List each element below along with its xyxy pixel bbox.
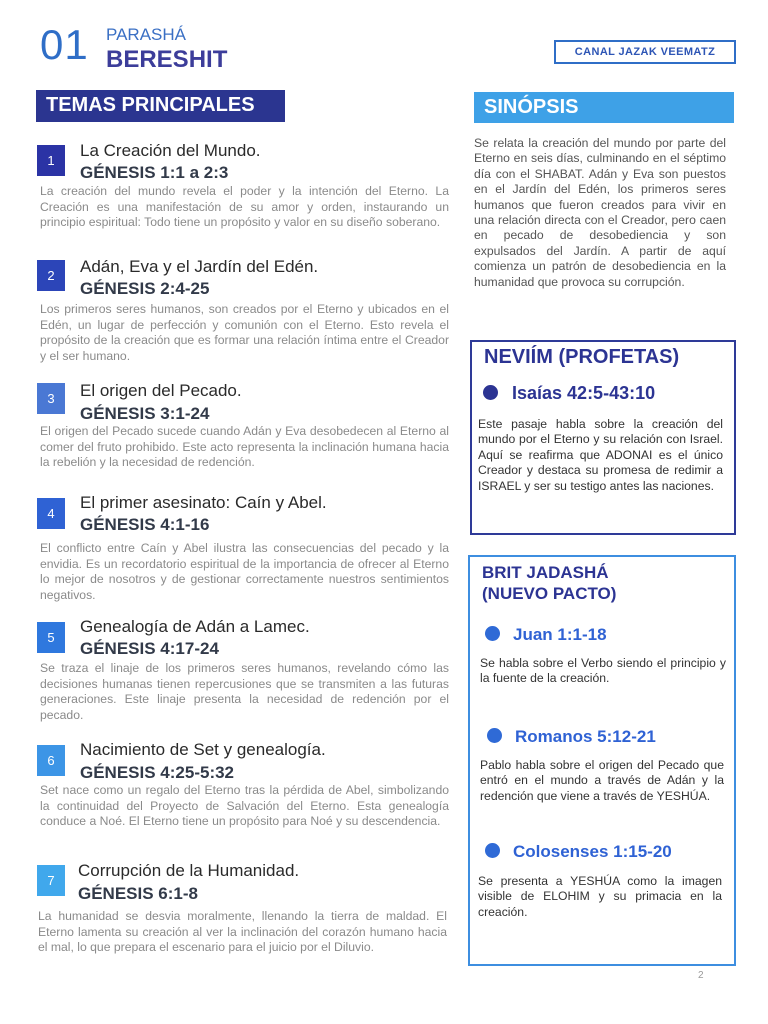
topic-number-badge: 2: [37, 260, 65, 291]
topic-title: El origen del Pecado.: [80, 381, 242, 400]
topic-description: Set nace como un regalo del Eterno tras la pérdida de Abel, simbolizando la continuidad del Proyecto de Salvación del Eterno. Esta genealogía conduce a Noé. El Eterno tiene un propósito para Noé y su descendencia.: [40, 783, 449, 828]
topic-description: La humanidad se desvia moralmente, llenando la tierra de maldad. El Eterno lamenta su creación al ver la inclinación del corazón humano hacia el mal, lo que prepara el escenario para el juicio por el Diluvio.: [38, 909, 447, 954]
topic-description: El conflicto entre Caín y Abel ilustra las consecuencias del pecado y la envidia. Es un recordatorio espiritual de la importancia de ofrecer al Eterno lo mejor de nosotros y de gestionar correctamente nuestros sentimientos negativos.: [40, 541, 449, 602]
topic-reference: GÉNESIS 4:17-24: [80, 639, 219, 658]
brit-text: Se presenta a YESHÚA como la imagen visible de ELOHIM y su primacia en la creación.: [478, 874, 722, 919]
topic-number-badge: 7: [37, 865, 65, 896]
bullet-dot-icon: [487, 728, 502, 743]
sinopsis-text: Se relata la creación del mundo por parte del Eterno en seis días, culminando en el séptimo día con el SHABAT. Adán y Eva son puestos en el Jardín del Edén, los primeros seres humanos que fueron creados para vivir en una relación directa con el Creador, pero caen en pecado de desobediencia y son expulsados del Jardín. A partir de aquí comienza un patrón de desobediencia en la humanidad que provoca su corrupción.: [474, 136, 726, 289]
topic-description: La creación del mundo revela el poder y la intención del Eterno. La Creación es una manifestación de su amor y orden, instaurando un principio espiritual: Todo tiene un propósito y valor en su diseño soberano.: [40, 184, 449, 229]
neviim-heading: NEVIÍM (PROFETAS): [484, 346, 680, 368]
channel-badge: CANAL JAZAK VEEMATZ: [554, 40, 736, 64]
topic-title: Adán, Eva y el Jardín del Edén.: [80, 257, 319, 276]
bullet-dot-icon: [483, 385, 498, 400]
topic-description: Los primeros seres humanos, son creados por el Eterno y ubicados en el Edén, un lugar de perfección y comunión con el Eterno. Esto revela el propósito de la creación que es formar una relación íntima entre el Creador y el ser humano.: [40, 302, 449, 363]
temas-heading: TEMAS PRINCIPALES: [36, 90, 285, 122]
topic-reference: GÉNESIS 2:4-25: [80, 279, 210, 298]
sinopsis-heading: SINÓPSIS: [474, 92, 734, 123]
topic-reference: GÉNESIS 6:1-8: [78, 884, 198, 903]
topic-title: La Creación del Mundo.: [80, 141, 261, 160]
topic-reference: GÉNESIS 4:25-5:32: [80, 763, 235, 782]
topic-reference: GÉNESIS 4:1-16: [80, 515, 210, 534]
topic-number-badge: 3: [37, 383, 65, 414]
brit-jadasha-heading-line2: (NUEVO PACTO): [482, 584, 617, 603]
topic-number-badge: 6: [37, 745, 65, 776]
topic-reference: GÉNESIS 1:1 a 2:3: [80, 163, 229, 182]
neviim-reference: Isaías 42:5-43:10: [512, 383, 656, 403]
topic-number-badge: 1: [37, 145, 65, 176]
topic-title: El primer asesinato: Caín y Abel.: [80, 493, 327, 512]
bullet-dot-icon: [485, 843, 500, 858]
topic-description: El origen del Pecado sucede cuando Adán y Eva desobedecen al Eterno al comer del fruto prohibido. Este acto representa la inclinación humana hacia la rebelión y la necesidad de redención.: [40, 424, 449, 469]
topic-title: Corrupción de la Humanidad.: [78, 861, 300, 880]
brit-text: Se habla sobre el Verbo siendo el principio y la fuente de la creación.: [480, 656, 726, 686]
brit-jadasha-heading: [482, 562, 616, 604]
parasha-label: PARASHÁ: [106, 25, 186, 44]
topic-number-badge: 5: [37, 622, 65, 653]
brit-jadasha-heading-line1: BRIT JADASHÁ: [482, 563, 609, 582]
brit-text: Pablo habla sobre el origen del Pecado que entró en el mundo a través de Adán y la redención que viene a través de YESHÚA.: [480, 758, 724, 803]
page-number: 2: [698, 970, 704, 981]
neviim-text: Este pasaje habla sobre la creación del mundo por el Eterno y su relación con Israel. Aquí se reafirma que ADONAI es el único Creador y destaca su promesa de redimir a ISRAEL y ser su testigo antes las naciones.: [478, 417, 723, 493]
brit-reference: Colosenses 1:15-20: [513, 842, 672, 861]
topic-number-badge: 4: [37, 498, 65, 529]
parasha-name: BERESHIT: [106, 46, 228, 73]
brit-reference: Juan 1:1-18: [513, 625, 607, 644]
bullet-dot-icon: [485, 626, 500, 641]
topic-title: Genealogía de Adán a Lamec.: [80, 617, 310, 636]
topic-title: Nacimiento de Set y genealogía.: [80, 740, 326, 759]
brit-reference: Romanos 5:12-21: [515, 727, 656, 746]
parasha-number: 01: [40, 21, 89, 68]
topic-description: Se traza el linaje de los primeros seres humanos, revelando cómo las decisiones humanas tienen repercusiones que se transmiten a las futuras generaciones. Este linaje presenta la necesidad de redención por el pecado.: [40, 661, 449, 722]
topic-reference: GÉNESIS 3:1-24: [80, 404, 210, 423]
